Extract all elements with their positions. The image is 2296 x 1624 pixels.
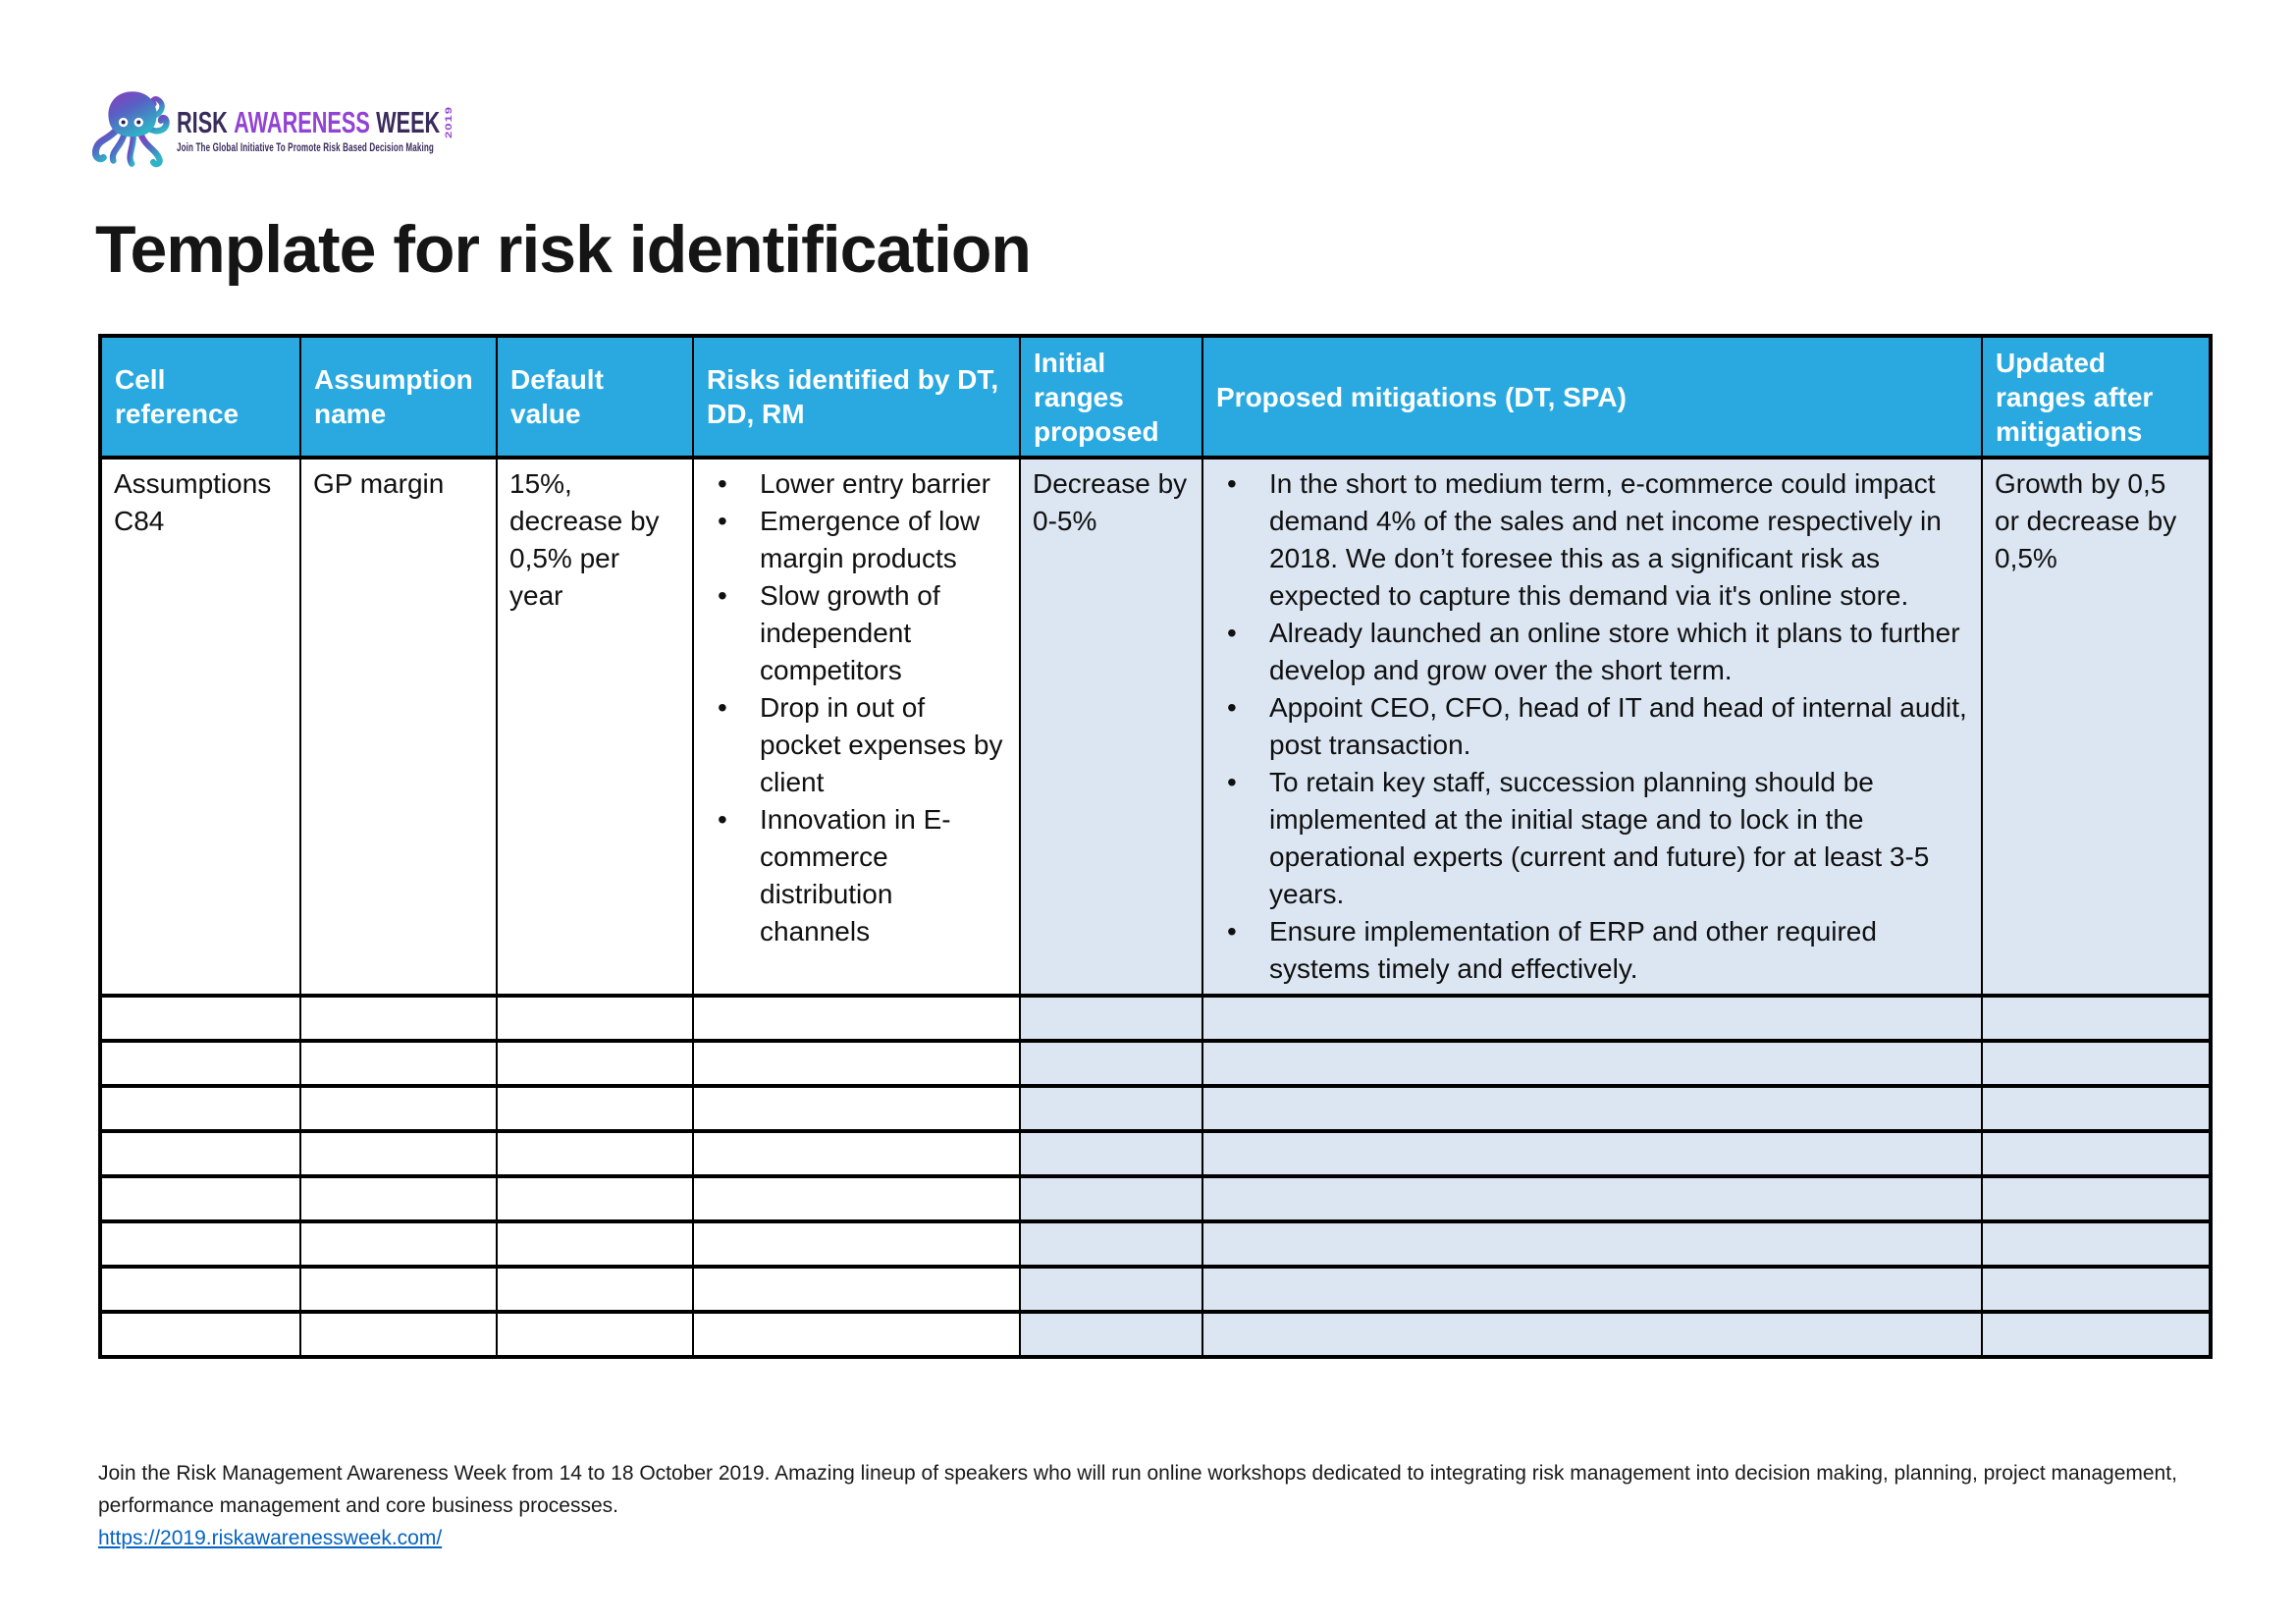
header-default-value: Default value bbox=[497, 336, 693, 458]
header-assumption-name: Assumption name bbox=[300, 336, 497, 458]
logo-word-awareness: AWARENESS bbox=[234, 105, 370, 139]
empty-cell bbox=[1982, 1267, 2211, 1312]
empty-cell bbox=[1982, 1221, 2211, 1267]
empty-cell bbox=[100, 1221, 300, 1267]
empty-cell bbox=[300, 1221, 497, 1267]
logo-word-week: WEEK bbox=[376, 105, 441, 139]
empty-cell bbox=[1982, 1176, 2211, 1221]
logo-year: 2019 bbox=[443, 106, 454, 138]
empty-cell bbox=[100, 1176, 300, 1221]
empty-cell bbox=[100, 1267, 300, 1312]
logo bbox=[90, 84, 572, 171]
empty-cell bbox=[300, 1086, 497, 1131]
empty-cell bbox=[1020, 1221, 1202, 1267]
mitigation-item: • To retain key staff, succession planning should be implemented at the initial stage and to lock in the operational experts (current and future) for at least 3-5 years. bbox=[1215, 764, 1969, 913]
empty-cell bbox=[300, 1041, 497, 1086]
table-header-row bbox=[100, 336, 2211, 458]
empty-cell bbox=[1020, 1312, 1202, 1357]
logo-word-risk: RISK bbox=[177, 105, 228, 139]
empty-cell bbox=[1982, 1086, 2211, 1131]
table-empty-row bbox=[100, 1267, 2211, 1312]
empty-cell bbox=[100, 1041, 300, 1086]
footer-link[interactable]: https://2019.riskawarenessweek.com/ bbox=[98, 1527, 443, 1549]
mitigations-bullet-list bbox=[1215, 465, 1969, 988]
empty-cell bbox=[1202, 1086, 1982, 1131]
table-empty-row bbox=[100, 1086, 2211, 1131]
empty-cell bbox=[300, 1131, 497, 1176]
empty-cell bbox=[1020, 1131, 1202, 1176]
mitigation-item: • Already launched an online store which it plans to further develop and grow over the short term. bbox=[1215, 615, 1969, 689]
table-body bbox=[100, 458, 2211, 1357]
empty-cell bbox=[300, 1267, 497, 1312]
empty-cell bbox=[497, 1131, 693, 1176]
table-empty-row bbox=[100, 1312, 2211, 1357]
empty-cell bbox=[1202, 1131, 1982, 1176]
empty-cell bbox=[497, 1176, 693, 1221]
default-value-value: 15%, decrease by 0,5% per year bbox=[497, 458, 693, 996]
empty-cell bbox=[300, 1176, 497, 1221]
mitigation-item: • Appoint CEO, CFO, head of IT and head of internal audit, post transaction. bbox=[1215, 689, 1969, 764]
empty-cell bbox=[693, 996, 1020, 1041]
updated-ranges-value: Growth by 0,5 or decrease by 0,5% bbox=[1982, 458, 2211, 996]
logo-brand bbox=[177, 105, 454, 139]
octopus-logo-icon bbox=[90, 84, 175, 171]
mitigation-item: • In the short to medium term, e-commerce could impact demand 4% of the sales and net income respectively in 2018. We don’t foresee this as a significant risk as expected to capture this demand via it's online store. bbox=[1215, 465, 1969, 615]
empty-cell bbox=[497, 1267, 693, 1312]
empty-cell bbox=[1202, 996, 1982, 1041]
empty-cell bbox=[693, 1086, 1020, 1131]
empty-cell bbox=[693, 1221, 1020, 1267]
risk-item: • Emergence of low margin products bbox=[706, 503, 1007, 577]
empty-cell bbox=[1202, 1221, 1982, 1267]
risks-bullet-list bbox=[706, 465, 1007, 950]
header-proposed-mitigations: Proposed mitigations (DT, SPA) bbox=[1202, 336, 1982, 458]
table-empty-row bbox=[100, 996, 2211, 1041]
empty-cell bbox=[1202, 1312, 1982, 1357]
footer bbox=[98, 1457, 2177, 1554]
empty-cell bbox=[300, 1312, 497, 1357]
empty-cell bbox=[100, 1131, 300, 1176]
risk-identification-table bbox=[98, 334, 2213, 1359]
page-title: Template for risk identification bbox=[95, 212, 1031, 287]
header-updated-ranges: Updated ranges after mitigations bbox=[1982, 336, 2211, 458]
table-header bbox=[100, 336, 2211, 458]
empty-cell bbox=[1982, 1041, 2211, 1086]
risk-item: • Innovation in E-commerce distribution channels bbox=[706, 801, 1007, 950]
footer-text-line2: performance management and core business processes. bbox=[98, 1494, 618, 1517]
empty-cell bbox=[693, 1041, 1020, 1086]
empty-cell bbox=[1202, 1041, 1982, 1086]
empty-cell bbox=[1020, 1086, 1202, 1131]
header-risks-identified: Risks identified by DT, DD, RM bbox=[693, 336, 1020, 458]
empty-cell bbox=[693, 1176, 1020, 1221]
logo-tagline: Join The Global Initiative To Promote Risk Based Decision Making bbox=[177, 142, 434, 154]
table-empty-row bbox=[100, 1221, 2211, 1267]
empty-cell bbox=[1202, 1267, 1982, 1312]
logo-text bbox=[177, 105, 454, 154]
risk-item: • Slow growth of independent competitors bbox=[706, 577, 1007, 689]
empty-cell bbox=[497, 1221, 693, 1267]
empty-cell bbox=[1982, 1131, 2211, 1176]
empty-cell bbox=[1982, 996, 2211, 1041]
empty-cell bbox=[100, 1312, 300, 1357]
empty-cell bbox=[497, 1041, 693, 1086]
empty-cell bbox=[693, 1267, 1020, 1312]
empty-cell bbox=[1020, 1041, 1202, 1086]
empty-cell bbox=[1202, 1176, 1982, 1221]
table-empty-row bbox=[100, 1041, 2211, 1086]
empty-cell bbox=[693, 1312, 1020, 1357]
risk-item: • Drop in out of pocket expenses by client bbox=[706, 689, 1007, 801]
empty-cell bbox=[1020, 996, 1202, 1041]
risks-cell bbox=[693, 458, 1020, 996]
table-row bbox=[100, 458, 2211, 996]
assumption-name-value: GP margin bbox=[300, 458, 497, 996]
table-empty-row bbox=[100, 1176, 2211, 1221]
empty-cell bbox=[1020, 1267, 1202, 1312]
empty-cell bbox=[100, 996, 300, 1041]
empty-cell bbox=[497, 996, 693, 1041]
header-initial-ranges: Initial ranges proposed bbox=[1020, 336, 1202, 458]
empty-cell bbox=[300, 996, 497, 1041]
cell-reference-value: Assumptions C84 bbox=[100, 458, 300, 996]
table-empty-row bbox=[100, 1131, 2211, 1176]
empty-cell bbox=[497, 1086, 693, 1131]
empty-cell bbox=[1020, 1176, 1202, 1221]
empty-cell bbox=[100, 1086, 300, 1131]
empty-cell bbox=[497, 1312, 693, 1357]
footer-text-line1: Join the Risk Management Awareness Week from 14 to 18 October 2019. Amazing lineup of speakers who will run online workshops dedicated to integrating risk management into decision making, planning, project management, bbox=[98, 1462, 2177, 1485]
empty-cell bbox=[1982, 1312, 2211, 1357]
header-cell-reference: Cell reference bbox=[100, 336, 300, 458]
mitigation-item: • Ensure implementation of ERP and other required systems timely and effectively. bbox=[1215, 913, 1969, 988]
initial-ranges-value: Decrease by 0-5% bbox=[1020, 458, 1202, 996]
risk-item: • Lower entry barrier bbox=[706, 465, 1007, 503]
mitigations-cell bbox=[1202, 458, 1982, 996]
empty-cell bbox=[693, 1131, 1020, 1176]
